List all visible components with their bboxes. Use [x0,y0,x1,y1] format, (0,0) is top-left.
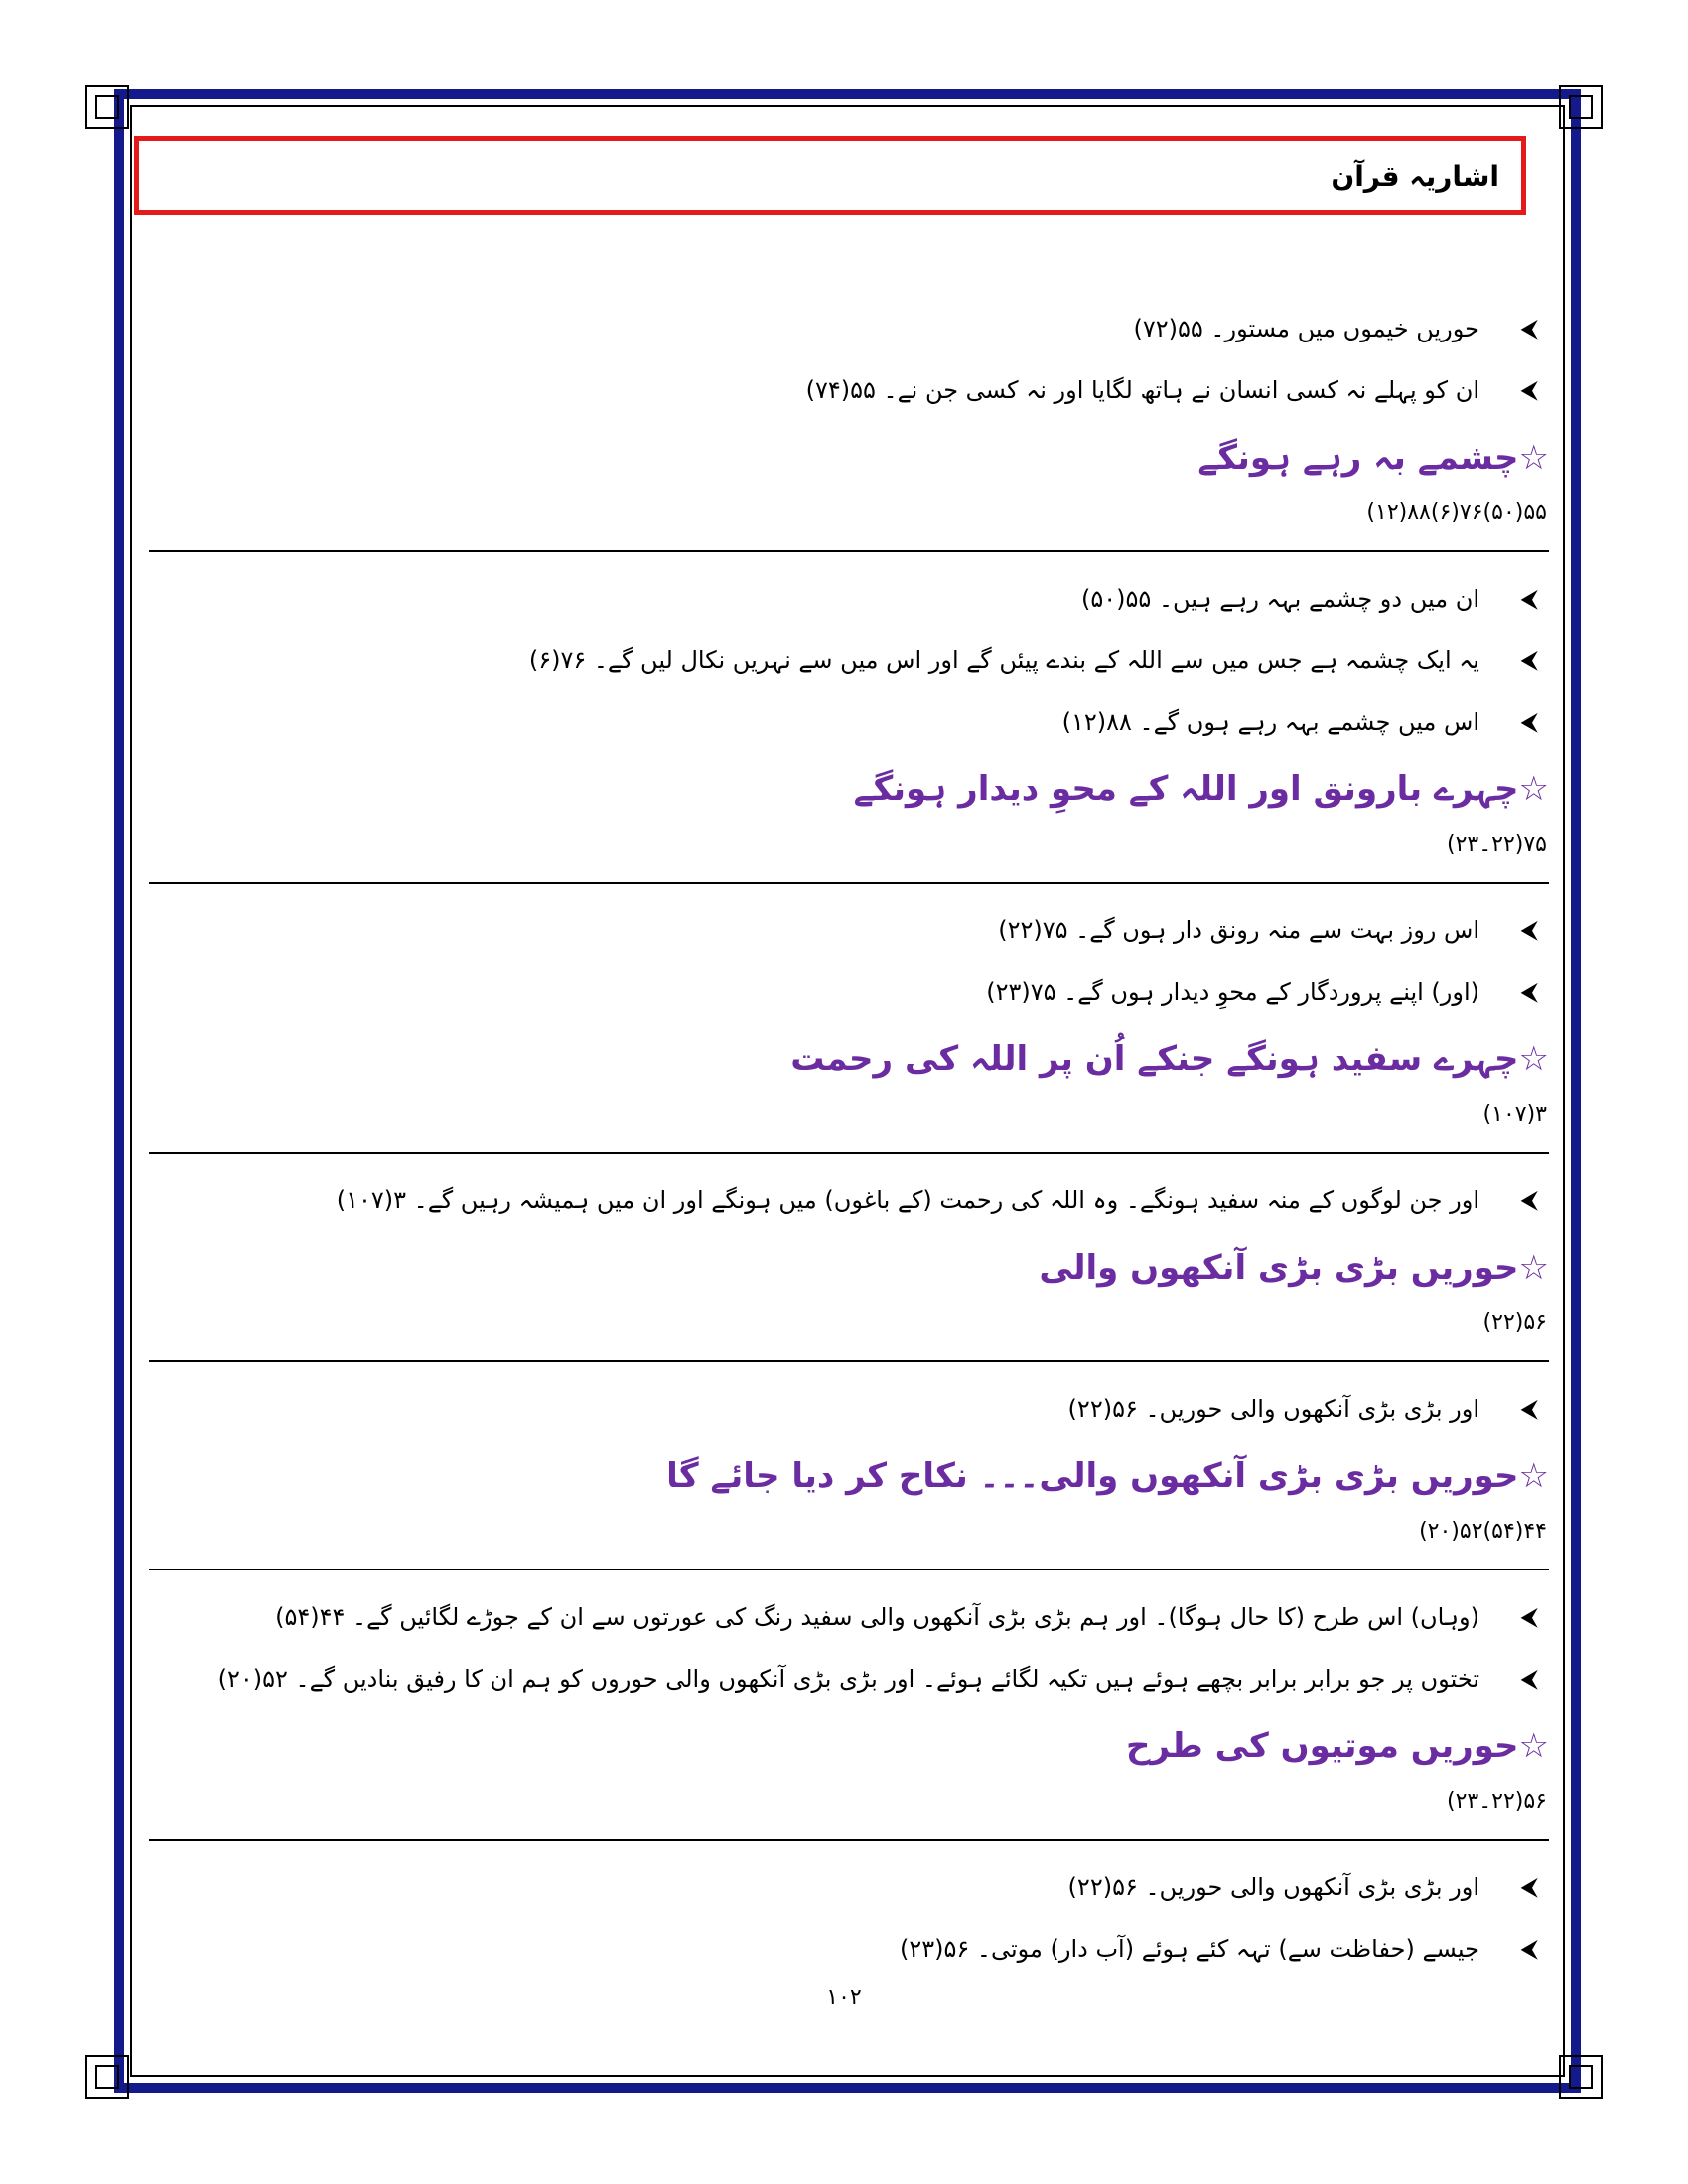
divider [149,1152,1549,1154]
list-item-text: حوریں خیموں میں مستور۔ ۵۵(۷۲) [1133,315,1479,342]
list-item [149,1378,1549,1439]
arrow-bullet-icon: ⮜ [1521,1874,1537,1900]
section-heading: ☆حوریں بڑی بڑی آنکھوں والی [1039,1248,1549,1288]
list-item-text: (اور) اپنے پروردگار کے محوِ دیدار ہوں گے۔ ۷۵(۲۳) [986,978,1479,1006]
list-item [149,1169,1549,1231]
arrow-bullet-icon: ⮜ [1521,709,1537,735]
list-item-text: ان کو پہلے نہ کسی انسان نے ہاتھ لگایا اور نہ کسی جن نے۔ ۵۵(۷۴) [805,376,1479,404]
divider [149,1839,1549,1841]
section-references: ۷۵(۲۲۔۲۳) [1447,832,1547,857]
arrow-bullet-icon: ⮜ [1521,1936,1537,1962]
arrow-bullet-icon: ⮜ [1521,647,1537,673]
arrow-bullet-icon: ⮜ [1521,377,1537,403]
frame-corner-ornament [1559,2055,1603,2099]
index-content [149,298,1549,1979]
frame-corner-ornament [85,85,129,129]
section-references: ۵۶(۲۲۔۲۳) [1447,1789,1547,1814]
section-references: ۴۴(۵۴)۵۲(۲۰) [1419,1519,1547,1544]
arrow-bullet-icon: ⮜ [1521,586,1537,612]
list-item-text: ان میں دو چشمے بہہ رہے ہیں۔ ۵۵(۵۰) [1081,585,1479,613]
section-references: ۵۶(۲۲) [1482,1310,1547,1335]
section-heading: ☆چشمے بہ رہے ہونگے [1197,438,1549,478]
list-item-text: اور بڑی بڑی آنکھوں والی حوریں۔ ۵۶(۲۲) [1067,1873,1479,1901]
list-item [149,1648,1549,1709]
arrow-bullet-icon: ⮜ [1521,1666,1537,1692]
arrow-bullet-icon: ⮜ [1521,1604,1537,1630]
list-item-text: تختوں پر جو برابر برابر بچھے ہوئے ہیں تکیہ لگائے ہوئے۔ اور بڑی بڑی آنکھوں والی حوروں کو ہم ان کا رفیق بنادیں گے۔ ۵۲(۲۰) [217,1665,1479,1693]
list-item-text: (وہاں) اس طرح (کا حال ہوگا)۔ اور ہم بڑی بڑی آنکھوں والی سفید رنگ کی عورتوں سے ان کے جوڑے لگائیں گے۔ ۴۴(۵۴) [275,1603,1479,1631]
arrow-bullet-icon: ⮜ [1521,1396,1537,1422]
arrow-bullet-icon: ⮜ [1521,917,1537,943]
page-number: ۱۰۲ [826,1985,862,2010]
list-item [149,568,1549,629]
section-references: ۳(۱۰۷) [1482,1102,1547,1127]
divider [149,1360,1549,1362]
list-item-text: جیسے (حفاظت سے) تہہ کئے ہوئے (آب دار) موتی۔ ۵۶(۲۳) [899,1935,1479,1963]
header-box [134,136,1526,215]
list-item [149,691,1549,752]
frame-corner-ornament [85,2055,129,2099]
section-heading: ☆چہرے سفید ہونگے جنکے اُن پر اللہ کی رحمت [790,1039,1549,1079]
list-item [149,359,1549,421]
list-item [149,899,1549,961]
list-item [149,298,1549,359]
list-item-text: اور جن لوگوں کے منہ سفید ہونگے۔ وہ اللہ کی رحمت (کے باغوں) میں ہونگے اور ان میں ہمیشہ رہیں گے۔ ۳(۱۰۷) [336,1186,1479,1214]
divider [149,882,1549,884]
list-item-text: اور بڑی بڑی آنکھوں والی حوریں۔ ۵۶(۲۲) [1067,1395,1479,1423]
arrow-bullet-icon: ⮜ [1521,1187,1537,1213]
list-item-text: یہ ایک چشمہ ہے جس میں سے اللہ کے بندے پیئں گے اور اس میں سے نہریں نکال لیں گے۔ ۷۶(۶) [528,646,1479,674]
list-item-text: اس میں چشمے بہہ رہے ہوں گے۔ ۸۸(۱۲) [1061,708,1479,736]
list-item-text: اس روز بہت سے منہ رونق دار ہوں گے۔ ۷۵(۲۲) [998,916,1479,944]
arrow-bullet-icon: ⮜ [1521,979,1537,1005]
arrow-bullet-icon: ⮜ [1521,316,1537,341]
list-item [149,1918,1549,1979]
section-heading: ☆حوریں بڑی بڑی آنکھوں والی۔۔۔ نکاح کر دیا جائے گا [666,1456,1549,1496]
frame-corner-ornament [1559,85,1603,129]
page-title: اشاریہ قرآن [1331,159,1499,193]
list-item [149,629,1549,691]
section-heading: ☆حوریں موتیوں کی طرح [1126,1726,1549,1766]
section-heading: ☆چہرے بارونق اور اللہ کے محوِ دیدار ہونگے [853,769,1549,809]
divider [149,550,1549,552]
list-item [149,1856,1549,1918]
list-item [149,961,1549,1023]
list-item [149,1586,1549,1648]
section-references: ۵۵(۵۰)۷۶(۶)۸۸(۱۲) [1366,500,1547,525]
divider [149,1569,1549,1570]
